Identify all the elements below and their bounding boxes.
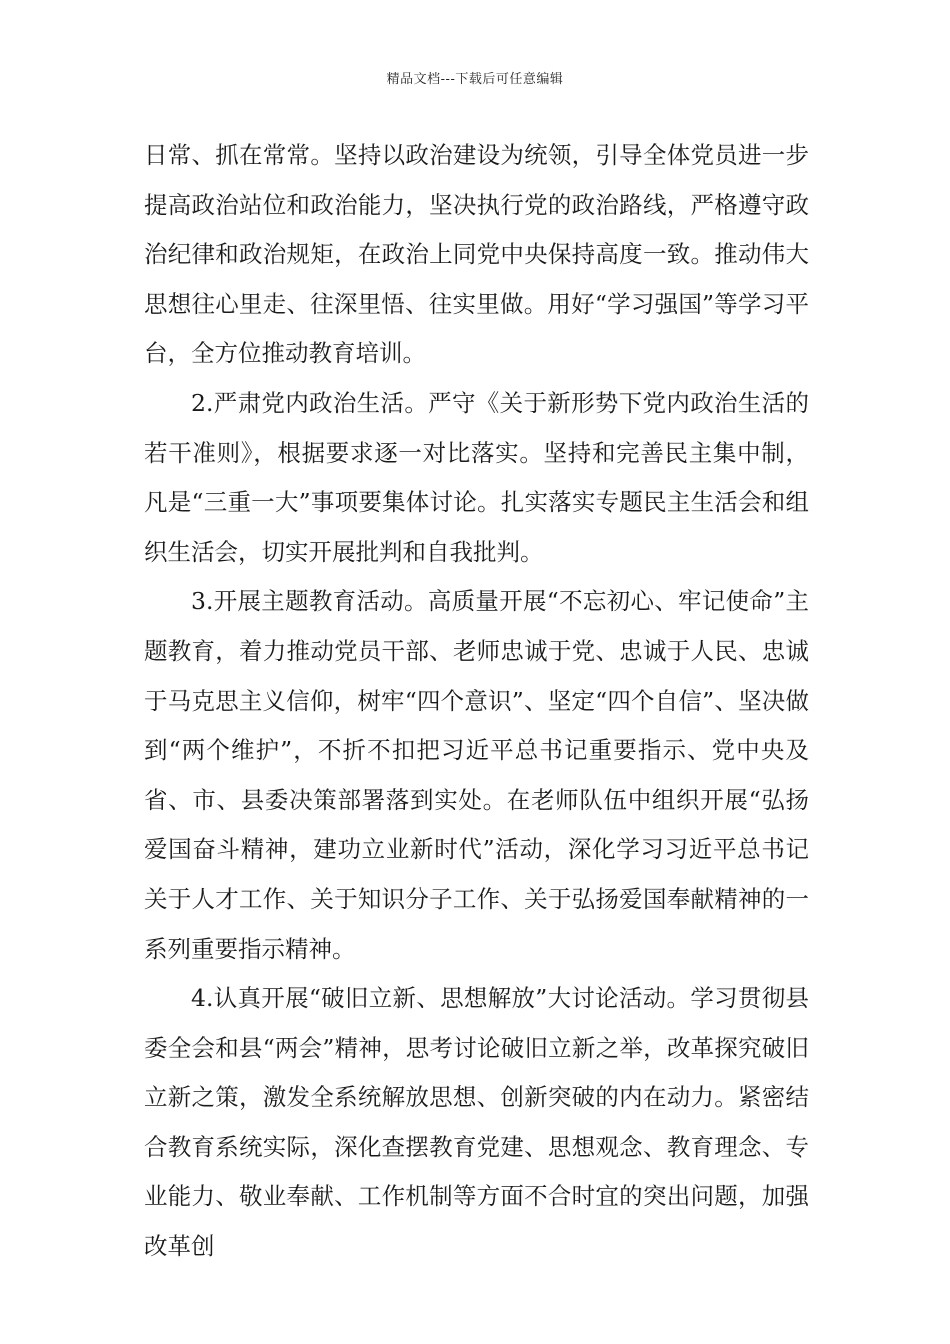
paragraph-item-2: 2.严肃党内政治生活。严守《关于新形势下党内政治生活的若干准则》，根据要求逐一对比落实。坚持和完善民主集中制，凡是“三重一大”事项要集体讨论。扎实落实专题民主生活会和组织生活会，切实开展批判和自我批判。 [144,388,809,566]
paragraph-item-3: 3.开展主题教育活动。高质量开展“不忘初心、牢记使命”主题教育，着力推动党员干部、老师忠诚于党、忠诚于人民、忠诚于马克思主义信仰，树牢“四个意识”、坚定“四个自信”、坚决做到“两个维护”，不折不扣把习近平总书记重要指示、党中央及省、市、县委决策部署落到实处。在老师队伍中组织开展“弘扬爱国奋斗精神，建功立业新时代”活动，深化学习习近平总书记关于人才工作、关于知识分子工作、关于弘扬爱国奉献精神的一系列重要指示精神。 [144,587,809,963]
paragraph-continuation: 日常、抓在常常。坚持以政治建设为统领，引导全体党员进一步提高政治站位和政治能力，坚决执行党的政治路线，严格遵守政治纪律和政治规矩，在政治上同党中央保持高度一致。推动伟大思想往心里走、往深里悟、往实里做。用好“学习强国”等学习平台，全方位推动教育培训。 [144,141,809,368]
document-body [144,131,809,1272]
paragraph-item-4: 4.认真开展“破旧立新、思想解放”大讨论活动。学习贯彻县委全会和县“两会”精神，思考讨论破旧立新之举，改革探究破旧立新之策，激发全系统解放思想、创新突破的内在动力。紧密结合教育系统实际，深化查摆教育党建、思想观念、教育理念、专业能力、敬业奉献、工作机制等方面不合时宜的突出问题，加强改革创 [144,984,809,1261]
page-header: 精品文档---下载后可任意编辑 [386,72,564,87]
